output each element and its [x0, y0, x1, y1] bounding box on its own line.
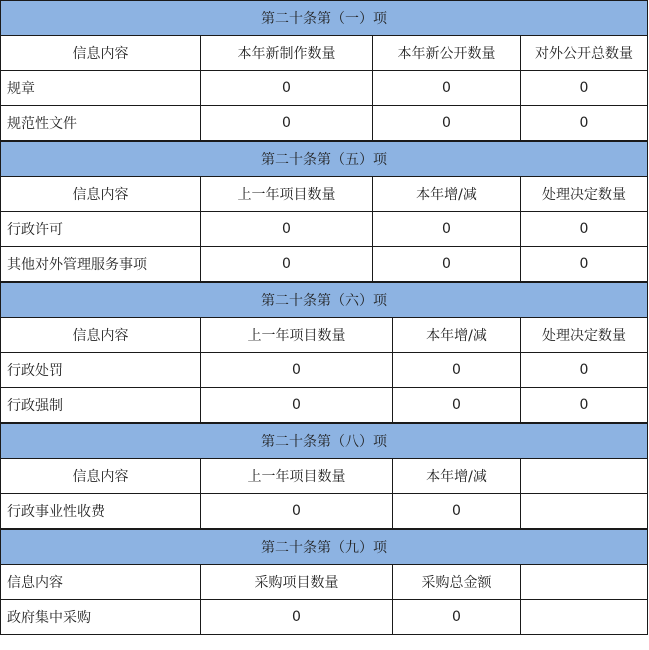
column-header: 本年增/减 [393, 318, 521, 353]
cell-value: 0 [201, 247, 373, 282]
column-header: 本年增/减 [393, 459, 521, 494]
column-header: 信息内容 [1, 318, 201, 353]
column-header: 处理决定数量 [521, 177, 648, 212]
cell-value: 0 [393, 388, 521, 423]
cell-value: 0 [201, 212, 373, 247]
cell-value: 0 [393, 353, 521, 388]
table-row [1, 353, 648, 388]
cell-value: 0 [201, 106, 373, 141]
section-3-table [0, 282, 648, 423]
cell-value-empty [521, 494, 648, 529]
column-header: 本年新制作数量 [201, 36, 373, 71]
row-label: 行政强制 [1, 388, 201, 423]
cell-value: 0 [521, 247, 648, 282]
cell-value: 0 [373, 106, 521, 141]
row-label: 政府集中采购 [1, 600, 201, 635]
table-row [1, 600, 648, 635]
cell-value: 0 [521, 71, 648, 106]
cell-value: 0 [393, 600, 521, 635]
table-row [1, 212, 648, 247]
column-header: 对外公开总数量 [521, 36, 648, 71]
column-header: 上一年项目数量 [201, 177, 373, 212]
cell-value: 0 [201, 353, 393, 388]
column-header: 信息内容 [1, 36, 201, 71]
cell-value: 0 [373, 71, 521, 106]
section-2-table [0, 141, 648, 282]
row-label: 行政事业性收费 [1, 494, 201, 529]
column-header: 上一年项目数量 [201, 459, 393, 494]
row-label: 行政处罚 [1, 353, 201, 388]
cell-value: 0 [201, 388, 393, 423]
cell-value: 0 [201, 71, 373, 106]
row-label: 规章 [1, 71, 201, 106]
cell-value: 0 [521, 388, 648, 423]
table-row [1, 388, 648, 423]
section-title: 第二十条第（一）项 [1, 1, 648, 36]
column-header: 上一年项目数量 [201, 318, 393, 353]
table-row [1, 247, 648, 282]
row-label: 其他对外管理服务事项 [1, 247, 201, 282]
column-header: 处理决定数量 [521, 318, 648, 353]
column-header: 本年增/减 [373, 177, 521, 212]
cell-value: 0 [521, 106, 648, 141]
row-label: 规范性文件 [1, 106, 201, 141]
section-title: 第二十条第（八）项 [1, 424, 648, 459]
row-label: 行政许可 [1, 212, 201, 247]
cell-value: 0 [521, 353, 648, 388]
section-title: 第二十条第（六）项 [1, 283, 648, 318]
cell-value: 0 [521, 212, 648, 247]
table-row [1, 106, 648, 141]
cell-value: 0 [373, 212, 521, 247]
table-row [1, 71, 648, 106]
cell-value: 0 [201, 494, 393, 529]
column-header-empty [521, 565, 648, 600]
cell-value: 0 [201, 600, 393, 635]
section-1-table [0, 0, 648, 141]
column-header: 信息内容 [1, 177, 201, 212]
column-header: 信息内容 [1, 459, 201, 494]
section-title: 第二十条第（九）项 [1, 530, 648, 565]
table-row [1, 494, 648, 529]
cell-value: 0 [373, 247, 521, 282]
column-header: 信息内容 [1, 565, 201, 600]
column-header-empty [521, 459, 648, 494]
section-5-table [0, 529, 648, 635]
cell-value-empty [521, 600, 648, 635]
column-header: 本年新公开数量 [373, 36, 521, 71]
column-header: 采购总金额 [393, 565, 521, 600]
column-header: 采购项目数量 [201, 565, 393, 600]
cell-value: 0 [393, 494, 521, 529]
section-4-table [0, 423, 648, 529]
section-title: 第二十条第（五）项 [1, 142, 648, 177]
